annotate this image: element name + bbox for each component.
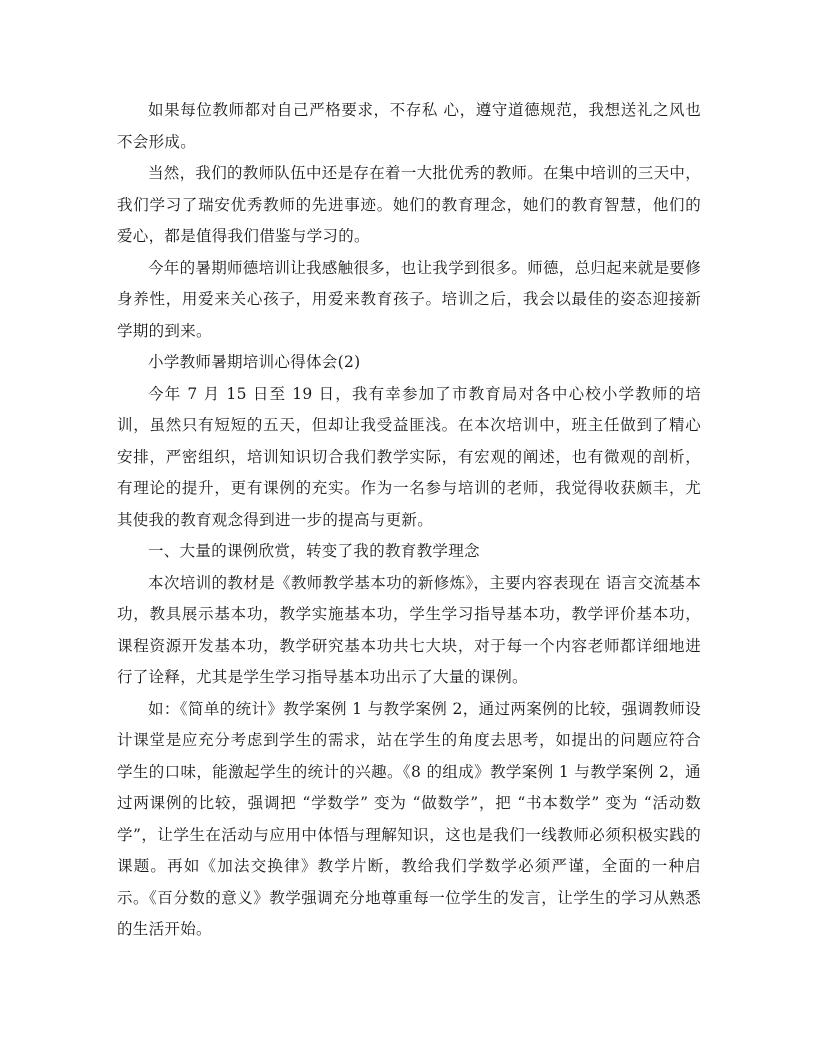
document-body [117, 95, 701, 946]
section-title: 小学教师暑期培训心得体会(2) [148, 353, 361, 371]
paragraph-5: 本次培训的教材是《教师教学基本功的新修炼》，主要内容表现在 语言交流基本功，教具展示基本功，教学实施基本功，学生学习指导基本功，教学评价基本功，课程资源开发基本功，教学研究基本功共七大块，对于每一个内容老师都详细地进行了诠释，尤其是学生学习指导基本功出示了大量的课例。 [117, 573, 701, 686]
paragraph-3: 今年的暑期师德培训让我感触很多，也让我学到很多。师德，总归起来就是要修身养性，用爱来关心孩子，用爱来教育孩子。培训之后，我会以最佳的姿态迎接新学期的到来。 [117, 258, 702, 340]
section-heading: 一、大量的课例欣赏，转变了我的教育教学理念 [148, 542, 480, 560]
paragraph-1: 如果每位教师都对自己严格要求，不存私 心，遵守道德规范，我想送礼之风也不会形成。 [117, 101, 701, 151]
paragraph-6: 如：《简单的统计》教学案例 1 与教学案例 2，通过两案例的比较，强调教师设计课堂是应充分考虑到学生的需求，站在学生的角度去思考，如提出的问题应符合学生的口味，能激起学生的统计的兴趣。《8 的组成》教学案例 1 与教学案例 2，通过两课例的比较，强调把 “学数学” 变为 “做数学”，把 “书本数学” 变为 “活动数学”，让学生在活动与应用中体悟与理解知识，这也是我们一线教师必须积极实践的课题。再如《加法交换律》教学片断，教给我们学数学必须严谨，全面的一种启示。《百分数的意义》教学强调充分地尊重每一位学生的发言，让学生的学习从熟悉的生活开始。 [117, 699, 701, 938]
paragraph-4: 今年 7 月 15 日至 19 日，我有幸参加了市教育局对各中心校小学教师的培训，虽然只有短短的五天，但却让我受益匪浅。在本次培训中，班主任做到了精心安排，严密组织，培训知识切合我们教学实际，有宏观的阐述，也有微观的剖析，有理论的提升，更有课例的充实。作为一名参与培训的老师，我觉得收获颇丰，尤其使我的教育观念得到进一步的提高与更新。 [117, 384, 701, 529]
paragraph-2: 当然，我们的教师队伍中还是存在着一大批优秀的教师。在集中培训的三天中，我们学习了瑞安优秀教师的先进事迹。她们的教育理念，她们的教育智慧，他们的爱心，都是值得我们借鉴与学习的。 [117, 164, 702, 245]
